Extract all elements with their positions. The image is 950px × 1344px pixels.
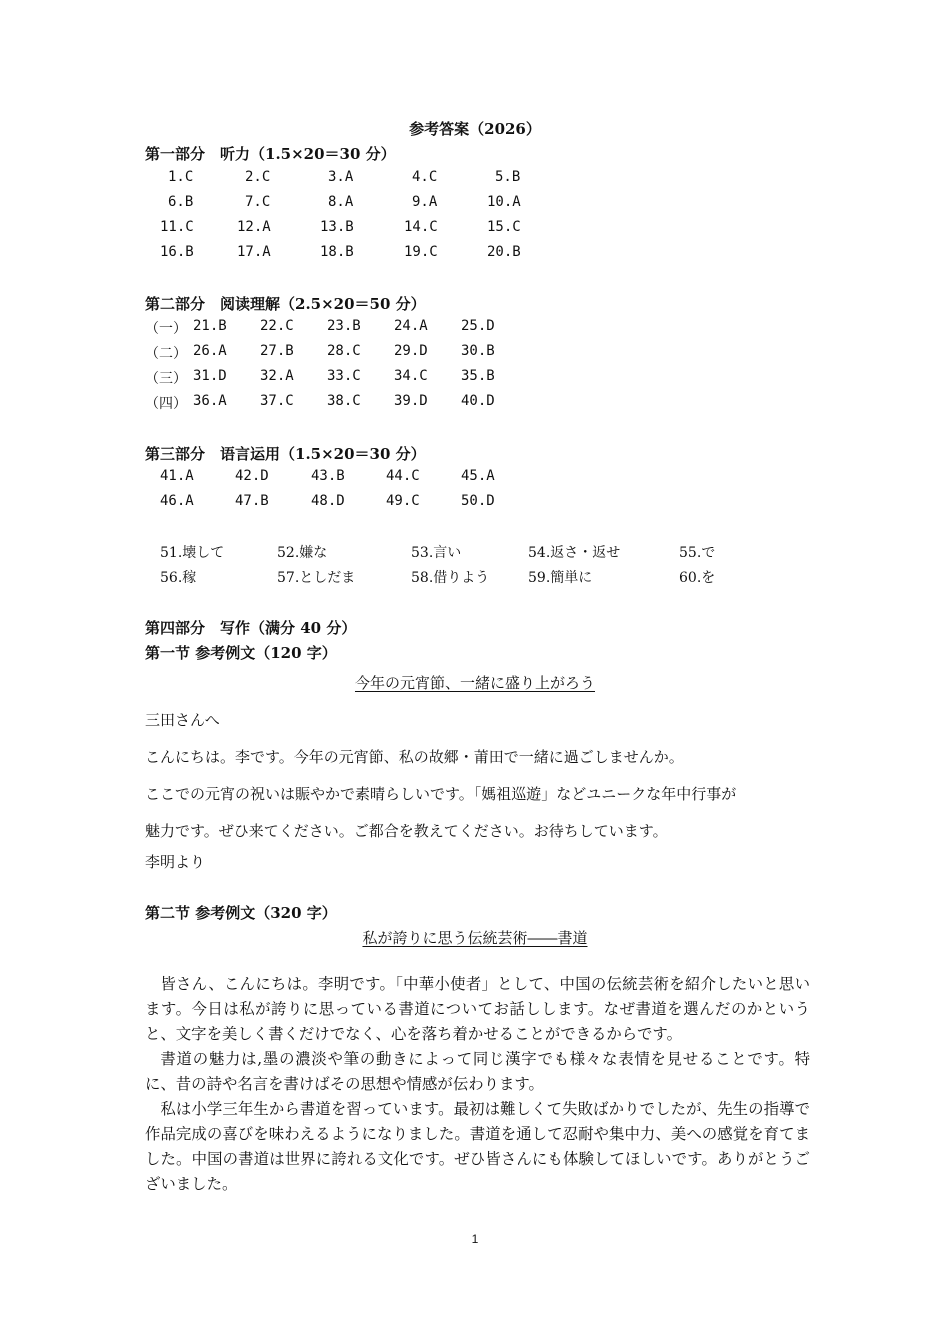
- answer-item: 34.C: [394, 368, 428, 384]
- answer-item: 27.B: [260, 343, 294, 359]
- answer-item: 40.D: [461, 393, 495, 409]
- answer-item: 49.C: [386, 493, 420, 509]
- fill-answer-item: 57.としだま: [277, 570, 356, 586]
- answer-item: 37.C: [260, 393, 294, 409]
- answer-item: 6.B: [168, 194, 194, 210]
- letter-line: ここでの元宵の祝いは賑やかで素晴らしいです。「媽祖巡遊」などユニークな年中行事が: [145, 785, 737, 803]
- answer-item: 32.A: [260, 368, 294, 384]
- row-label: （三）: [145, 371, 187, 387]
- part2-heading: 第二部分 阅读理解（2.5×20＝50 分）: [145, 295, 426, 313]
- answer-item: 25.D: [461, 318, 495, 334]
- essay2-title: [0, 927, 950, 948]
- answer-item: 48.D: [311, 493, 345, 509]
- answer-item: 17.A: [237, 244, 271, 260]
- answer-item: 18.B: [320, 244, 354, 260]
- answer-item: 13.B: [320, 219, 354, 235]
- answer-item: 45.A: [461, 468, 495, 484]
- section2-heading: 第二节 参考例文（320 字）: [145, 904, 337, 922]
- page-title: 参考答案（2026）: [409, 120, 541, 138]
- row-label: （四）: [145, 396, 187, 412]
- answer-item: 24.A: [394, 318, 428, 334]
- answer-item: 10.A: [487, 194, 521, 210]
- part4-heading: 第四部分 写作（满分 40 分）: [145, 619, 357, 637]
- essay1-title: [0, 672, 950, 693]
- answer-item: 21.B: [193, 318, 227, 334]
- letter-salutation: 三田さんへ: [145, 711, 220, 729]
- answer-item: 1.C: [168, 169, 194, 185]
- answer-item: 22.C: [260, 318, 294, 334]
- answer-item: 30.B: [461, 343, 495, 359]
- answer-item: 7.C: [245, 194, 271, 210]
- answer-item: 50.D: [461, 493, 495, 509]
- essay2-title-text: 私が誇りに思う伝統芸術――書道: [362, 929, 588, 947]
- answer-item: 31.D: [193, 368, 227, 384]
- essay2-body: [145, 972, 810, 1197]
- answer-item: 5.B: [495, 169, 521, 185]
- answer-item: 47.B: [235, 493, 269, 509]
- answer-item: 11.C: [160, 219, 194, 235]
- answer-item: 28.C: [327, 343, 361, 359]
- answer-item: 19.C: [404, 244, 438, 260]
- section1-heading: 第一节 参考例文（120 字）: [145, 644, 337, 662]
- answer-item: 15.C: [487, 219, 521, 235]
- fill-answer-item: 59.簡単に: [528, 570, 593, 586]
- answer-item: 33.C: [327, 368, 361, 384]
- essay-paragraph: 私は小学三年生から書道を習っています。最初は難しくて失敗ばかりでしたが、先生の指導で作品完成の喜びを味わえるようになりました。書道を通して忍耐や集中力、美への感覚を育てました。中国の書道は世界に誇れる文化です。ぜひ皆さんにも体験してほしいです。ありがとうございました。: [145, 1100, 810, 1193]
- answer-item: 26.A: [193, 343, 227, 359]
- part1-heading: 第一部分 听力（1.5×20＝30 分）: [145, 145, 396, 163]
- fill-answer-item: 55.で: [679, 545, 716, 561]
- answer-item: 20.B: [487, 244, 521, 260]
- page-number: 1: [471, 1232, 479, 1246]
- answer-item: 2.C: [245, 169, 271, 185]
- answer-item: 42.D: [235, 468, 269, 484]
- answer-item: 3.A: [328, 169, 354, 185]
- fill-answer-item: 54.返さ・返せ: [528, 545, 621, 561]
- answer-item: 43.B: [311, 468, 345, 484]
- fill-answer-item: 53.言い: [411, 545, 462, 561]
- answer-item: 12.A: [237, 219, 271, 235]
- answer-item: 38.C: [327, 393, 361, 409]
- fill-answer-item: 56.稼: [160, 570, 197, 586]
- letter-line: 魅力です。ぜひ来てください。ご都合を教えてください。お待ちしています。: [145, 822, 668, 840]
- essay1-title-text: 今年の元宵節、一緒に盛り上がろう: [354, 674, 595, 692]
- fill-answer-item: 52.嫌な: [277, 545, 328, 561]
- row-label: （二）: [145, 346, 187, 362]
- answer-item: 41.A: [160, 468, 194, 484]
- answer-item: 35.B: [461, 368, 495, 384]
- essay-paragraph: 皆さん、こんにちは。李明です。「中華小使者」として、中国の伝統芸術を紹介したいと思います。今日は私が誇りに思っている書道についてお話しします。なぜ書道を選んだのかというと、文字を美しく書くだけでなく、心を落ち着かせることができるからです。: [145, 975, 810, 1043]
- essay-paragraph: 書道の魅力は,墨の濃淡や筆の動きによって同じ漢字でも様々な表情を見せることです。特に、昔の詩や名言を書けばその思想や情感が伝わります。: [145, 1050, 810, 1093]
- answer-item: 29.D: [394, 343, 428, 359]
- answer-item: 36.A: [193, 393, 227, 409]
- row-label: （一）: [145, 321, 187, 337]
- answer-item: 23.B: [327, 318, 361, 334]
- letter-signature: 李明より: [145, 853, 206, 871]
- fill-answer-item: 60.を: [679, 570, 716, 586]
- answer-item: 4.C: [412, 169, 438, 185]
- answer-item: 44.C: [386, 468, 420, 484]
- fill-answer-item: 51.壊して: [160, 545, 225, 561]
- fill-answer-item: 58.借りよう: [411, 570, 490, 586]
- answer-item: 16.B: [160, 244, 194, 260]
- letter-line: こんにちは。李です。今年の元宵節、私の故郷・莆田で一緒に過ごしませんか。: [145, 748, 684, 766]
- answer-item: 9.A: [412, 194, 438, 210]
- answer-item: 14.C: [404, 219, 438, 235]
- answer-item: 8.A: [328, 194, 354, 210]
- part3-heading: 第三部分 语言运用（1.5×20＝30 分）: [145, 445, 426, 463]
- answer-item: 46.A: [160, 493, 194, 509]
- answer-item: 39.D: [394, 393, 428, 409]
